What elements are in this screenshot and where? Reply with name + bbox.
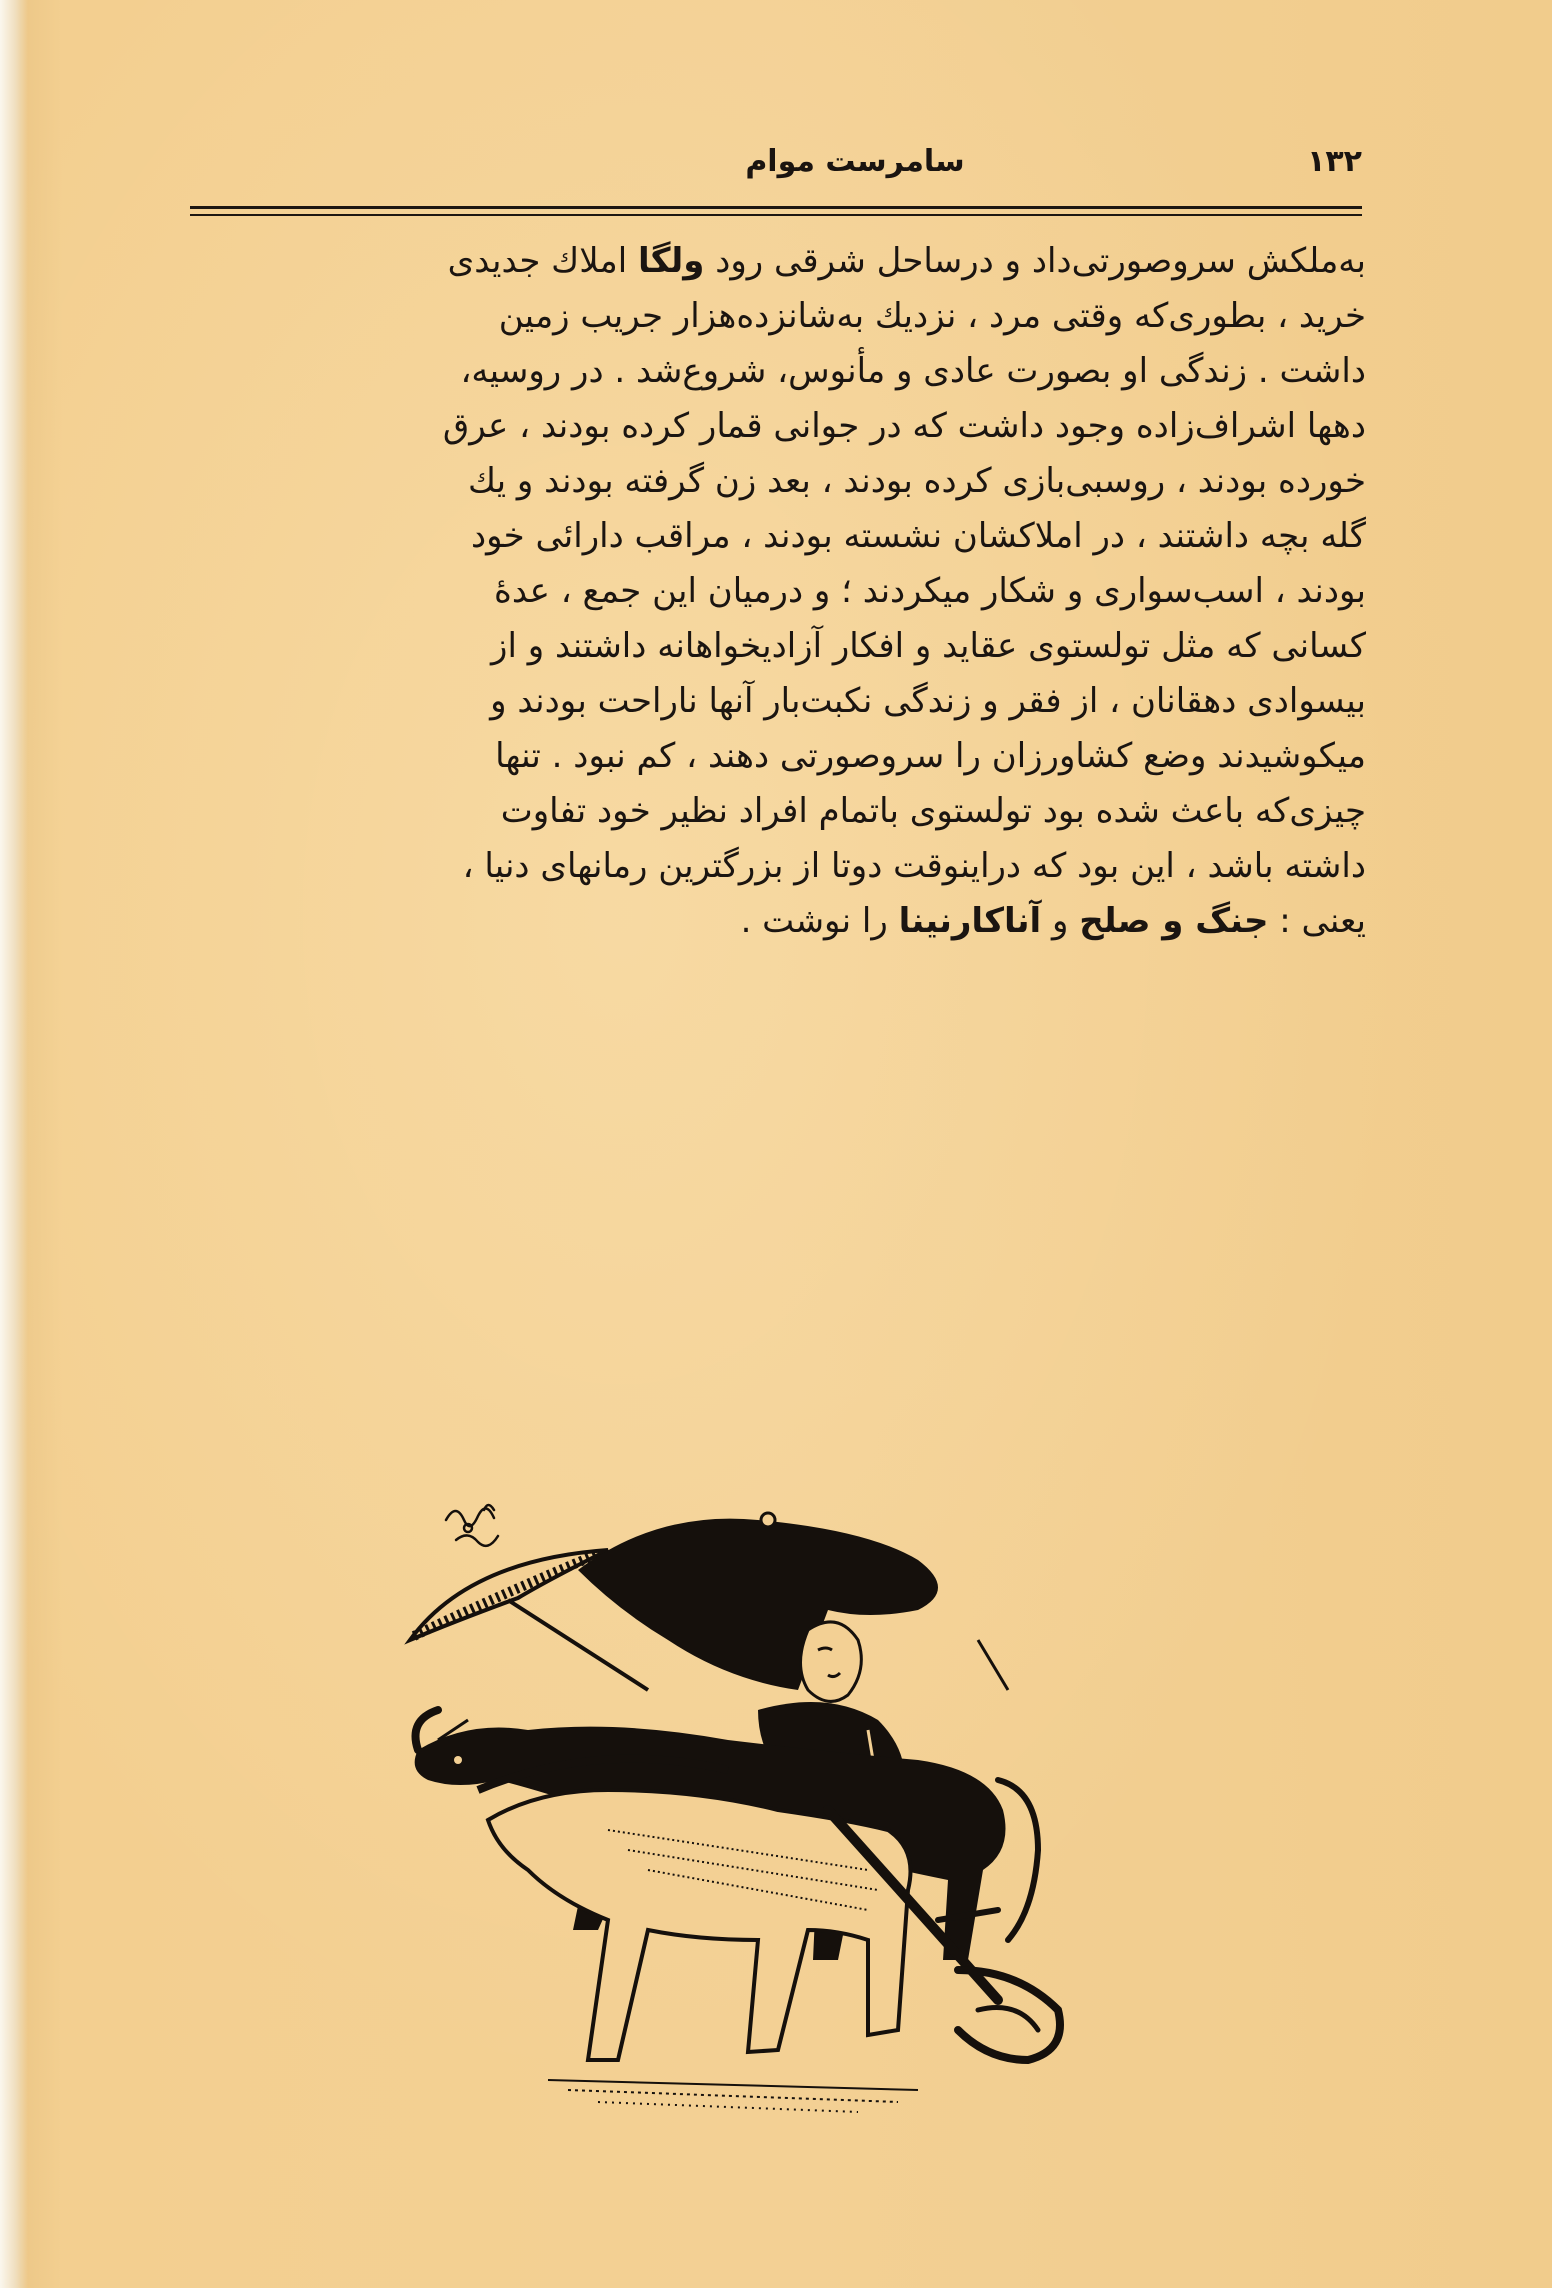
text-line [186,509,1366,564]
text-line [186,344,1366,399]
text-line [186,729,1366,784]
woodcut-illustration [398,1490,1088,2130]
hat-knob [761,1513,775,1527]
hat-shape [578,1519,938,1690]
text-run: دهها اشراف‌زاده وجود داشت که در جوانی قمار کرده بودند ، عرق [442,406,1366,446]
header-rule-thin [190,214,1362,216]
text-run: گله بچه داشتند ، در املاکشان نشسته بودند ، مراقب دارائی خود [470,516,1366,556]
text-line [186,454,1366,509]
peasant-face [801,1622,862,1701]
artist-signature [446,1505,498,1546]
page-header [190,140,1362,192]
text-line [186,399,1366,454]
text-line-last [186,894,1366,949]
plough-scene-image [398,1490,1088,2130]
text-line [186,564,1366,619]
text-run: یعنی : [1268,901,1366,941]
text-line [186,234,1366,289]
text-run: خورده بودند ، روسبی‌بازی کرده بودند ، بعد زن گرفته بودند و یك [467,461,1366,501]
text-run: میکوشیدند وضع کشاورزان را سروصورتی دهند ، کم نبود . تنها [495,736,1366,776]
text-run: و [1041,901,1080,941]
text-run: داشت . زندگی او بصورت عادی و مأنوس، شروع‌شد . در روسیه، [460,351,1366,391]
body-paragraph [186,234,1366,949]
bold-term-volga: ولگا [637,241,705,281]
text-line [186,674,1366,729]
text-run: را نوشت . [740,901,899,941]
text-run: بیسوادی دهقانان ، از فقر و زندگی نکبت‌بار آنها ناراحت بودند و [490,681,1366,721]
text-line [186,839,1366,894]
page-gutter-shadow [0,0,28,2288]
bold-title-war-and-peace: جنگ و صلح [1079,901,1269,941]
text-run: بودند ، اسب‌سواری و شکار میکردند ؛ و درمیان این جمع ، عدهٔ [494,571,1366,611]
page-number: ۱۳۲ [1307,144,1362,179]
text-run: خرید ، بطوری‌که وقتی مرد ، نزدیك به‌شانزده‌هزار جریب زمین [498,296,1366,336]
bold-title-anna-karenina: آناکارنینا [898,901,1042,941]
ground-hatching [548,2080,918,2112]
text-line [186,619,1366,674]
text-line [186,784,1366,839]
text-line [186,289,1366,344]
running-title: سامرست موام [745,144,965,179]
text-run: چیزی‌که باعث شده بود تولستوی باتمام افراد نظیر خود تفاوت [500,791,1366,831]
text-run: املاك جدیدی [447,241,638,281]
text-run: داشته باشد ، این بود که دراینوقت دوتا از بزرگترین رمانهای دنیا ، [462,846,1366,886]
text-run: کسانی که مثل تولستوی عقاید و افکار آزادیخواهانه داشتند و از [491,626,1366,666]
text-run: به‌ملکش سروصورتی‌داد و درساحل شرقی رود [704,241,1366,281]
header-rule-thick [190,206,1362,209]
